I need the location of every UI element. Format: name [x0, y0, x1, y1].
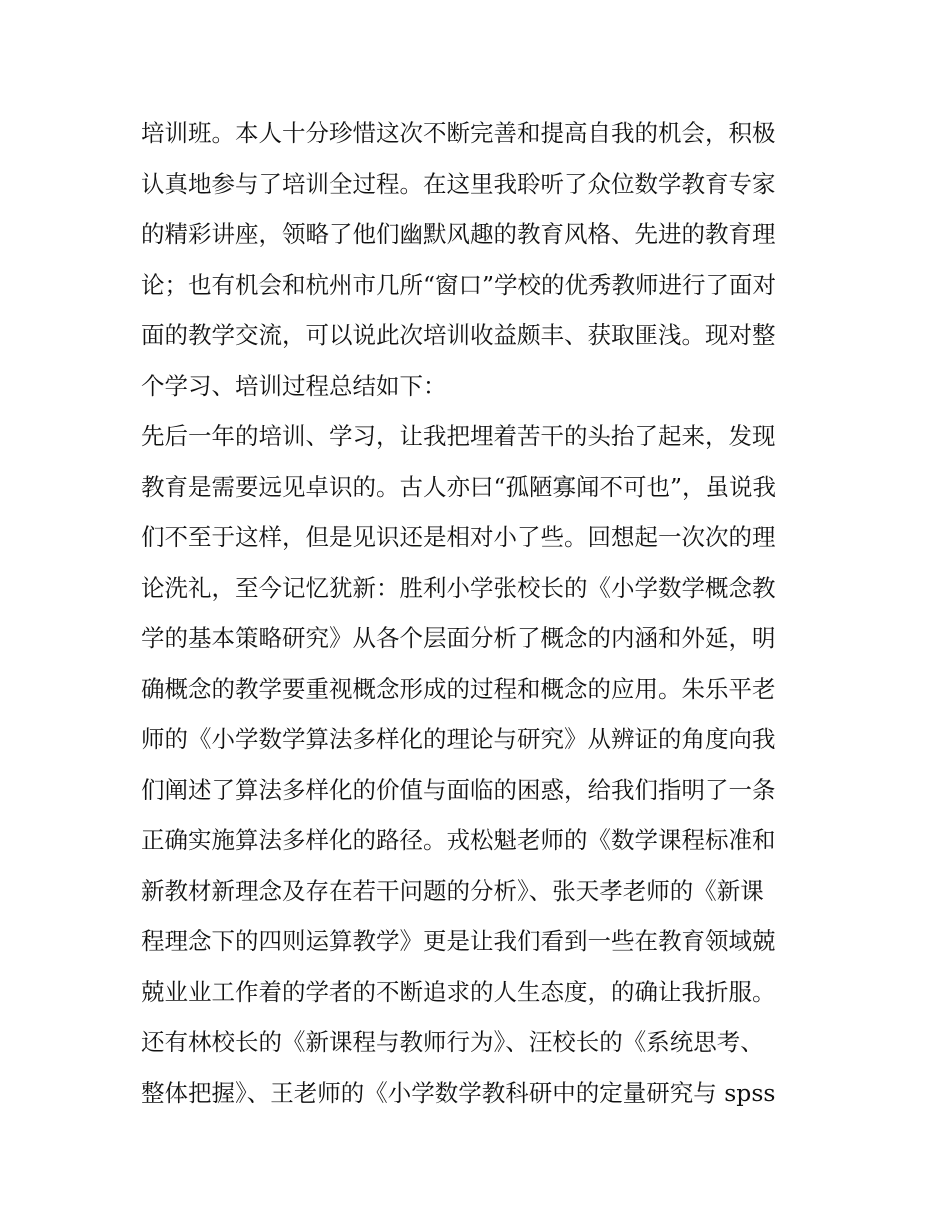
body-text [141, 108, 821, 1118]
text-line: 的精彩讲座，领略了他们幽默风趣的教育风格、先进的教育理 [141, 220, 776, 248]
text-line: 们阐述了算法多样化的价值与面临的困惑，给我们指明了一条 [141, 775, 776, 804]
text-line: 整体把握》、王老师的《小学数学教科研中的定量研究与 spss [141, 1078, 776, 1107]
text-line: 面的教学交流，可以说此次培训收益颇丰、获取匪浅。现对整 [141, 321, 776, 349]
text-line: 论洗礼，至今记忆犹新：胜利小学张校长的《小学数学概念教 [141, 573, 776, 602]
text-line: 确概念的教学要重视概念形成的过程和概念的应用。朱乐平老 [141, 674, 776, 703]
text-line: 们不至于这样，但是见识还是相对小了些。回想起一次次的理 [141, 523, 776, 551]
text-line: 个学习、培训过程总结如下： [141, 371, 447, 400]
text-line: 培训班。本人十分珍惜这次不断完善和提高自我的机会，积极 [141, 119, 776, 147]
text-line: 认真地参与了培训全过程。在这里我聆听了众位数学教育专家 [141, 169, 776, 198]
text-line: 师的《小学数学算法多样化的理论与研究》从辨证的角度向我 [141, 725, 776, 753]
text-line: 学的基本策略研究》从各个层面分析了概念的内涵和外延，明 [141, 624, 776, 652]
text-line: 程理念下的四则运算教学》更是让我们看到一些在教育领域兢 [141, 927, 776, 955]
text-line: 教育是需要远见卓识的。古人亦曰“孤陋寡闻不可也”，虽说我 [141, 472, 777, 501]
text-line: 论；也有机会和杭州市几所“窗口”学校的优秀教师进行了面对 [141, 270, 777, 299]
text-line: 先后一年的培训、学习，让我把埋着苦干的头抬了起来，发现 [141, 422, 776, 450]
text-line: 还有林校长的《新课程与教师行为》、汪校长的《系统思考、 [141, 1028, 764, 1056]
text-line: 正确实施算法多样化的路径。戎松魁老师的《数学课程标准和 [141, 826, 776, 854]
text-line: 兢业业工作着的学者的不断追求的人生态度，的确让我折服。 [141, 977, 776, 1006]
text-line: 新教材新理念及存在若干问题的分析》、张天孝老师的《新课 [141, 876, 764, 905]
